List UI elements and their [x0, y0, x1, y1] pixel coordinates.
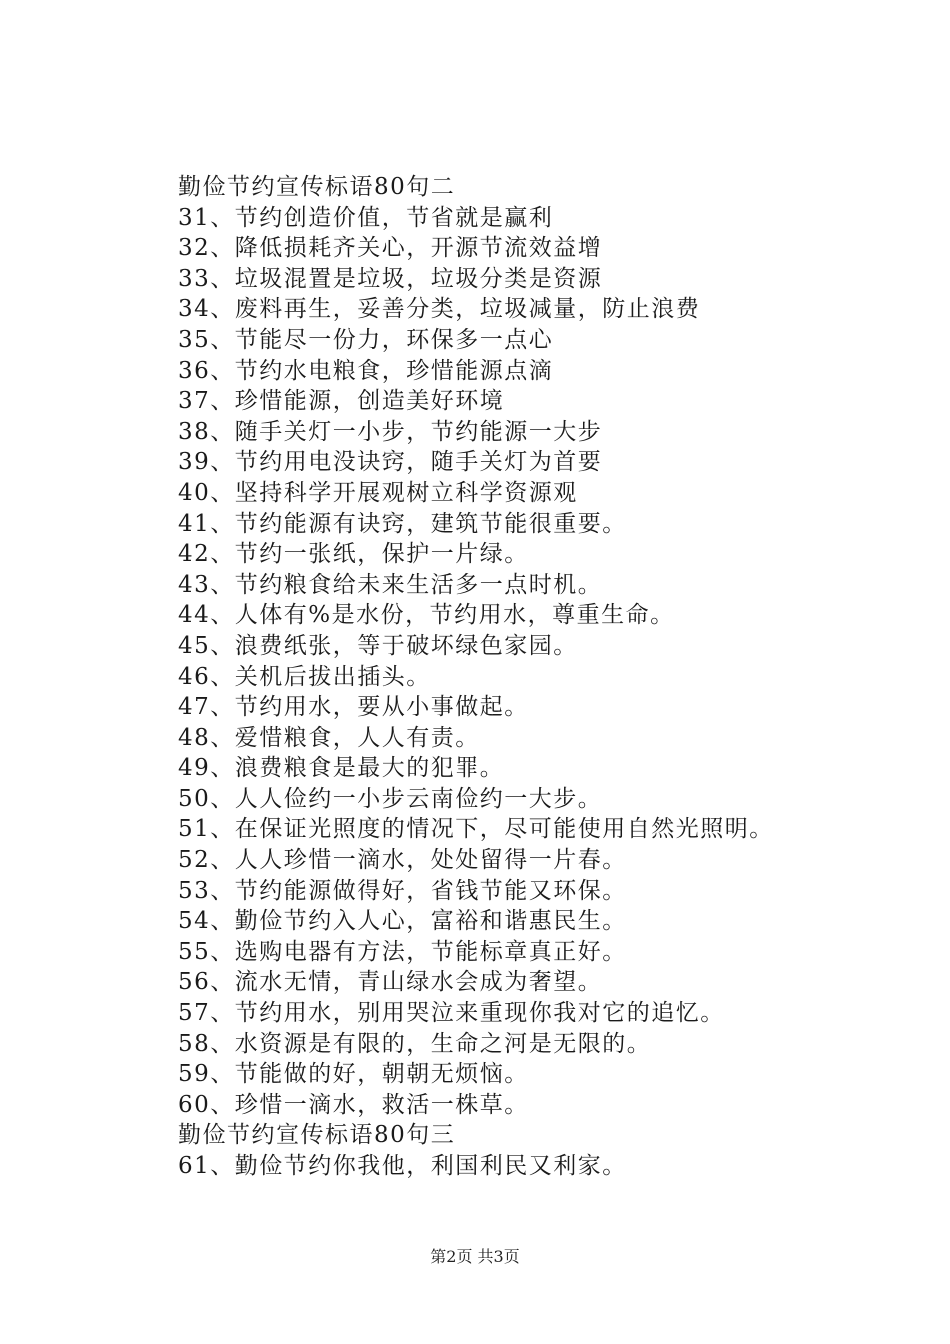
text-line: 61、勤俭节约你我他，利国利民又利家。: [178, 1153, 627, 1179]
text-line: 勤俭节约宣传标语80句三: [178, 1122, 456, 1149]
text-line: 34、废料再生，妥善分类，垃圾减量，防止浪费: [178, 296, 701, 323]
text-line: 48、爱惜粮食，人人有责。: [178, 724, 480, 751]
text-line: 45、浪费纸张，等于破坏绿色家园。: [178, 632, 578, 659]
text-line: 42、节约一张纸，保护一片绿。: [178, 541, 529, 568]
text-line: 43、节约粮食给未来生活多一点时机。: [178, 571, 603, 598]
text-line: 60、珍惜一滴水，救活一株草。: [178, 1091, 529, 1118]
text-line: 41、节约能源有诀窍，建筑节能很重要。: [178, 510, 627, 537]
text-line: 33、垃圾混置是垃圾，垃圾分类是资源: [178, 265, 603, 292]
text-line: 49、浪费粮食是最大的犯罪。: [178, 755, 505, 782]
text-line: 38、随手关灯一小步，节约能源一大步: [178, 418, 603, 445]
text-line: 46、关机后拔出插头。: [178, 663, 431, 690]
text-line: 37、珍惜能源，创造美好环境: [178, 388, 505, 415]
text-line: 勤俭节约宣传标语80句二: [178, 174, 456, 200]
page-footer: 第2页 共3页: [430, 1247, 520, 1266]
text-line: 35、节能尽一份力，环保多一点心: [178, 326, 554, 353]
text-line: 55、选购电器有方法，节能标章真正好。: [178, 938, 627, 965]
text-line: 32、降低损耗齐关心，开源节流效益增: [178, 235, 603, 262]
text-line: 47、节约用水，要从小事做起。: [178, 694, 529, 721]
text-line: 59、节能做的好，朝朝无烦恼。: [178, 1061, 529, 1088]
text-line: 57、节约用水，别用哭泣来重现你我对它的追忆。: [178, 1000, 725, 1027]
text-line: 50、人人俭约一小步云南俭约一大步。: [178, 785, 603, 812]
text-line: 44、人体有%是水份，节约用水，尊重生命。: [178, 602, 675, 629]
document-body: [178, 172, 878, 1182]
text-line: 40、坚持科学开展观树立科学资源观: [178, 479, 578, 506]
text-line: 54、勤俭节约入人心，富裕和谐惠民生。: [178, 908, 627, 935]
text-line: 36、节约水电粮食，珍惜能源点滴: [178, 357, 554, 384]
text-line: 56、流水无情，青山绿水会成为奢望。: [178, 969, 603, 996]
text-line: 52、人人珍惜一滴水，处处留得一片春。: [178, 847, 627, 874]
text-line: 31、节约创造价值，节省就是赢利: [178, 204, 554, 231]
text-line: 39、节约用电没诀窍，随手关灯为首要: [178, 449, 603, 476]
text-line: 58、水资源是有限的，生命之河是无限的。: [178, 1030, 652, 1057]
text-line: 53、节约能源做得好，省钱节能又环保。: [178, 877, 627, 904]
text-line: 51、在保证光照度的情况下，尽可能使用自然光照明。: [178, 816, 774, 843]
